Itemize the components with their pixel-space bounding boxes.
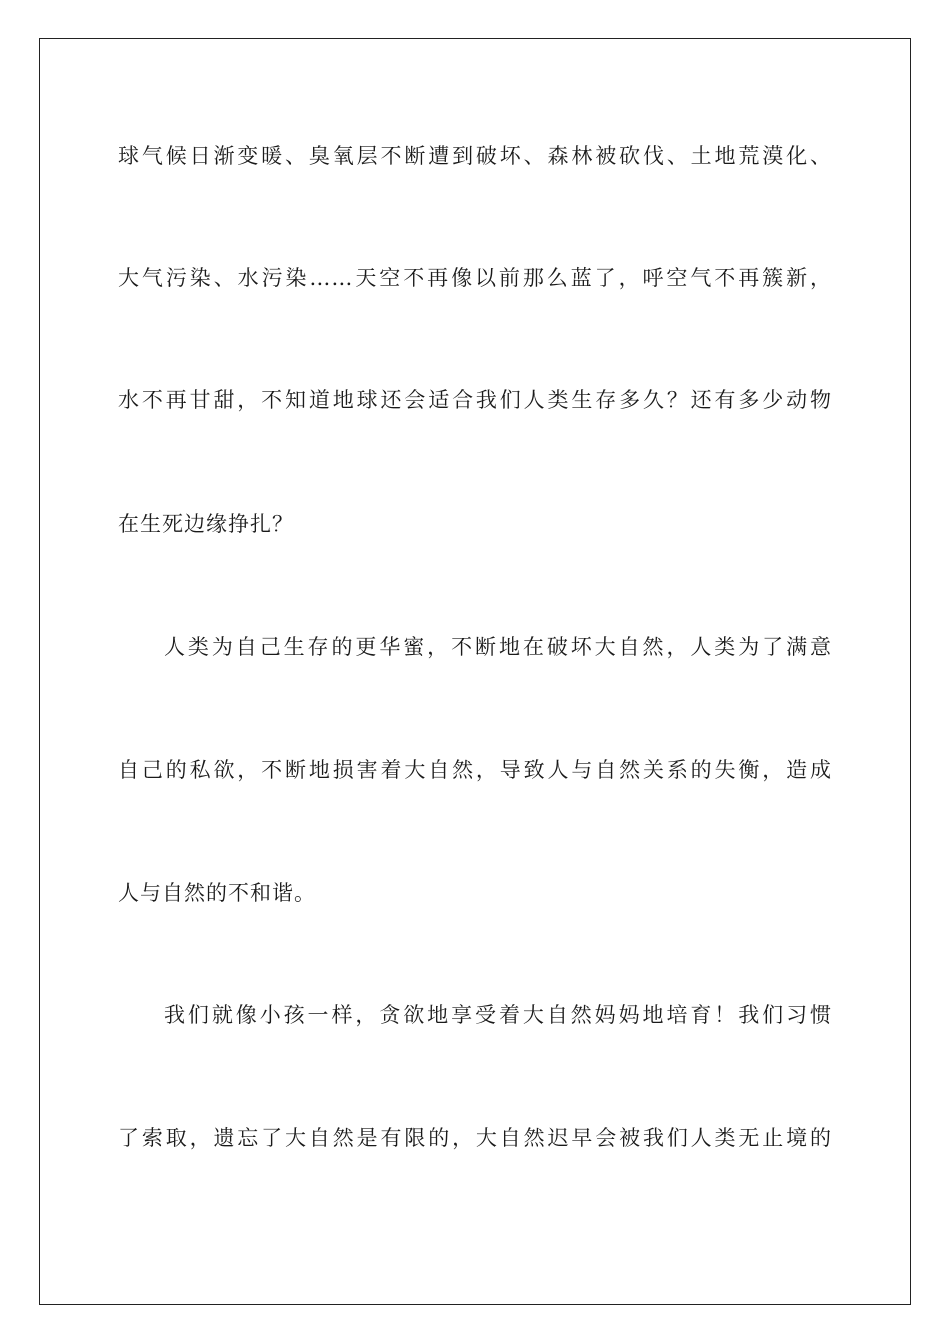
paragraph-line: 人类为自己生存的更华蜜，不断地在破坏大自然，人类为了满意 [164, 635, 832, 659]
paragraph-line: 自己的私欲，不断地损害着大自然，导致人与自然关系的失衡，造成 [118, 758, 832, 782]
paragraph-line: 球气候日渐变暖、臭氧层不断遭到破坏、森林被砍伐、土地荒漠化、 [118, 144, 832, 168]
paragraph-line: 了索取，遗忘了大自然是有限的，大自然迟早会被我们人类无止境的 [118, 1126, 832, 1150]
paragraph-line: 在生死边缘挣扎？ [118, 512, 294, 536]
paragraph-line: 我们就像小孩一样，贪欲地享受着大自然妈妈地培育！我们习惯 [164, 1003, 832, 1027]
paragraph-line: 人与自然的不和谐。 [118, 881, 316, 905]
page-frame [39, 38, 911, 1305]
paragraph-line: 大气污染、水污染……天空不再像以前那么蓝了，呼空气不再簇新， [118, 266, 832, 290]
paragraph-line: 水不再甘甜，不知道地球还会适合我们人类生存多久？还有多少动物 [118, 388, 832, 412]
